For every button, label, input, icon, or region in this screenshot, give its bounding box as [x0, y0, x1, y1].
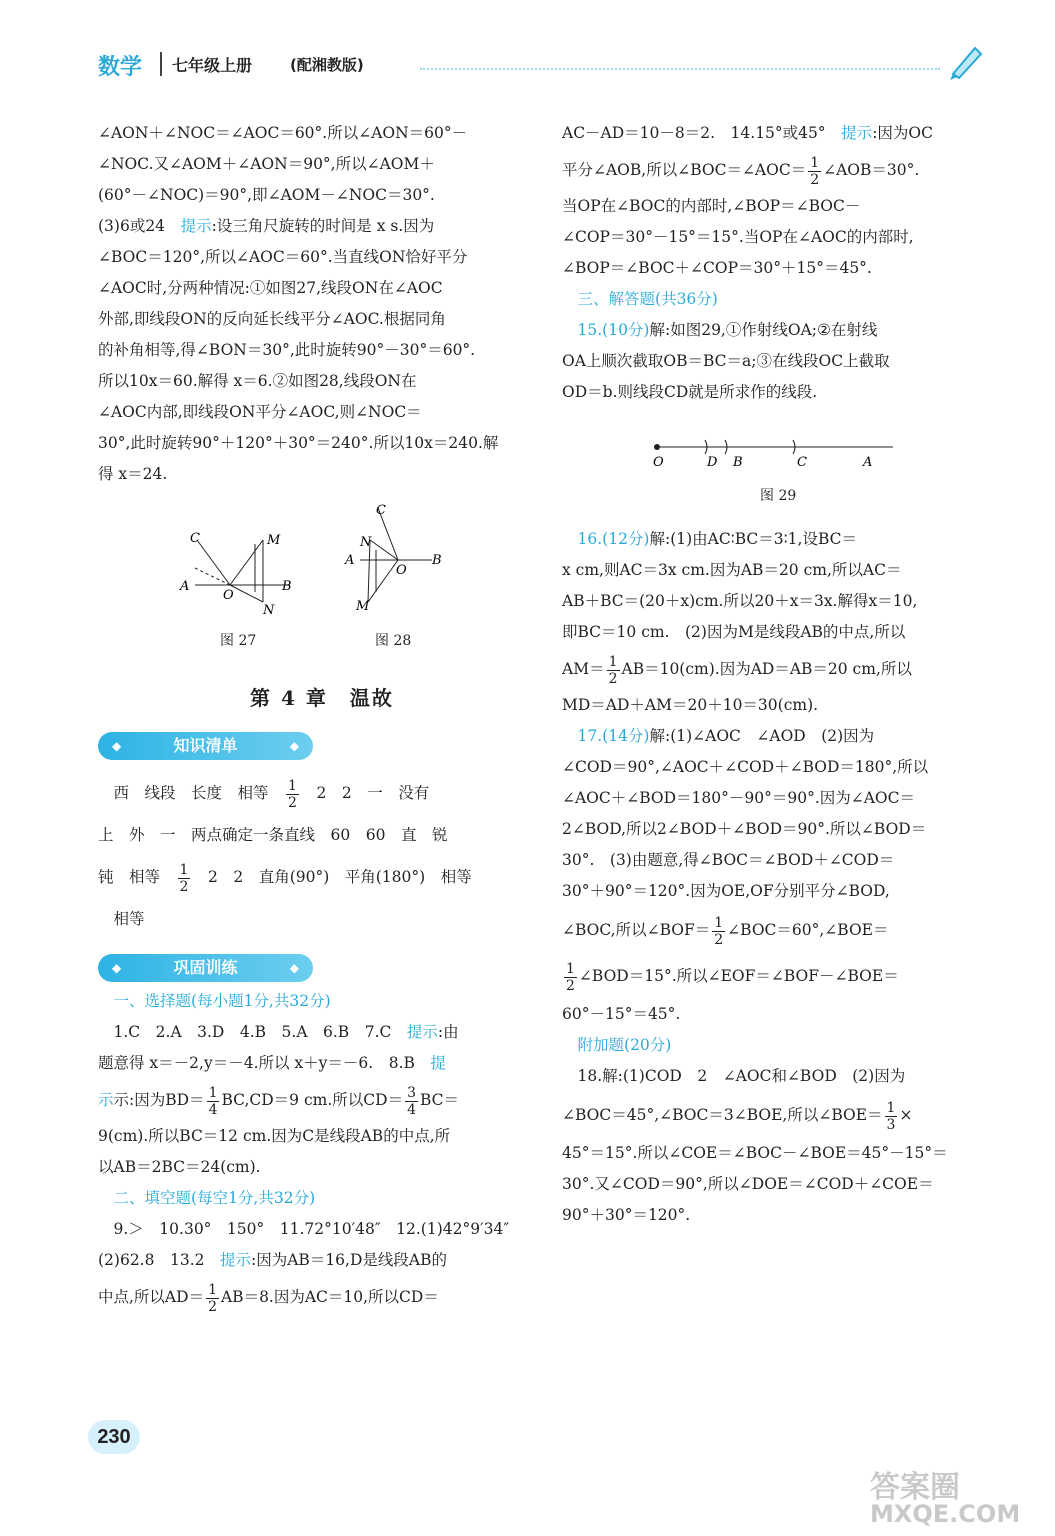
label-m: M — [356, 599, 370, 614]
fig27-caption: 图 27 — [220, 633, 257, 649]
practice-answers: 一、选择题(每小题1分,共32分) 1.C 2.A 3.D 4.B 5.A 6.B 7.C 提示:由 题意得 x＝－2,y＝－4.所以 x＋y＝－6. 8.B 提 示示:因为BD＝ $\frac{1}{4}$ BC,CD＝9 cm.所以CD＝ $\frac{3}{4}$ BC＝ 9(cm).所以BC＝12 cm.因为C是线段AB的中点,所 以AB＝2BC＝24(cm). 二、填空题(每空1分,共32分) 9.＞ 10.30° 150° 11.72°10′48″ 12.(1)42°9′34″ (2)62.8 13.2 提示:因为AB＝16,D是线段AB的 中点,所以AD＝ $\frac{1}{2}$ AB＝8.因为AC＝10,所以CD＝ — [98, 992, 510, 1315]
section-banner-practice: ◆ 巩固训练 ◆ — [98, 954, 313, 982]
header-dotted-rule — [420, 68, 940, 70]
label-o: O — [396, 563, 407, 578]
text-line: 的补角相等,得∠BON＝30°,此时旋转90°－30°＝60°. — [98, 341, 476, 359]
label-a: A — [863, 455, 873, 470]
label-n: N — [263, 603, 275, 617]
label-c: C — [190, 531, 200, 546]
label-o: O — [653, 455, 664, 470]
left-column — [98, 118, 523, 490]
fig29-caption: 图 29 — [760, 488, 797, 504]
text-line: 得 x＝24. — [98, 465, 168, 483]
label-c: C — [376, 503, 386, 518]
figure-29 — [645, 432, 905, 472]
figure-28 — [340, 500, 450, 618]
label-o: O — [223, 588, 234, 603]
label-n: N — [360, 535, 372, 550]
text-line: 所以10x＝60.解得 x＝6.②如图28,线段ON在 — [98, 372, 417, 390]
text-line: ∠NOC.又∠AOM＋∠AON＝90°,所以∠AOM＋ — [98, 155, 435, 173]
grade-label: 七年级上册 — [172, 56, 253, 75]
right-column: AC－AD＝10－8＝2. 14.15°或45° 提示:因为OC 平分∠AOB,所以∠BOC＝∠AOC＝ $\frac{1}{2}$ ∠AOB＝30°. 当OP在∠BOC的内部时,∠BOP＝∠BOC－ ∠COP＝30°－15°＝15°.当OP在∠AOC的内部时, ∠BOP＝∠BOC＋∠COP＝30°＋15°＝45°. 三、解答题(共36分) 15.(10分)解:如图29,①作射线OA;②在射线 OA上顺次截取OB＝BC＝a;③在线段OC上截取 OD＝b.则线段CD就是所求作的线段. — [562, 124, 933, 401]
label-d: D — [707, 455, 718, 470]
hint-label: 提示 — [180, 217, 212, 235]
text-line: ∠AON＋∠NOC＝∠AOC＝60°.所以∠AON＝60°－ — [98, 124, 468, 142]
label-a: A — [345, 553, 355, 568]
knowledge-list: 西 线段 长度 相等 $\frac{1}{2}$ 2 2 一 没有 上 外 一 两点确定一条直线 60 60 直 锐 钝 相等 $\frac{1}{2}$ 2 2 直角(90°) 平角(180°) 相等 相等 — [98, 777, 472, 928]
text-line: ∠AOC时,分两种情况:①如图27,线段ON在∠AOC — [98, 279, 443, 297]
edition-label: (配湘教版) — [290, 56, 364, 74]
label-a: A — [180, 579, 190, 594]
chapter-title: 第 4 章 温故 — [250, 686, 394, 710]
subject-title: 数学 — [98, 55, 143, 80]
q3-line: (3)6或24 提示:设三角尺旋转的时间是 x s.因为 — [98, 217, 435, 235]
pen-icon — [945, 40, 985, 80]
fraction: $\frac{1}{2}$ — [179, 861, 189, 895]
figure-27 — [175, 522, 305, 617]
watermark: 答案圈 MXQE.COM — [870, 1470, 1021, 1528]
text-line: ∠BOC＝120°,所以∠AOC＝60°.当直线ON恰好平分 — [98, 248, 468, 266]
label-c: C — [797, 455, 807, 470]
text-line: 30°,此时旋转90°＋120°＋30°＝240°.所以10x＝240.解 — [98, 434, 499, 452]
fraction: $\frac{1}{2}$ — [288, 777, 297, 811]
page-number: 230 — [88, 1420, 140, 1454]
right-column-lower: 16.(12分)解:(1)由AC∶BC＝3∶1,设BC＝ x cm,则AC＝3x cm.因为AB＝20 cm,所以AC＝ AB＋BC＝(20＋x)cm.所以20＋x＝3x.解得x＝10, 即BC＝10 cm. (2)因为M是线段AB的中点,所以 AM＝ $\frac{1}{2}$ AB＝10(cm).因为AD＝AB＝20 cm,所以 MD＝AD＋AM＝20＋10＝30(cm). 17.(14分)解:(1)∠AOC ∠AOD (2)因为 ∠COD＝90°,∠AOC＋∠COD＋∠BOD＝180°,所以 ∠AOC＋∠BOD＝180°－90°＝90°.因为∠AOC＝ 2∠BOD,所以2∠BOD＋∠BOD＝90°.所以∠BOD＝ 30°. (3)由题意,得∠BOC＝∠BOD＋∠COD＝ 30°＋90°＝120°.因为OE,OF分别平分∠BOD, ∠BOC,所以∠BOF＝ $\frac{1}{2}$ ∠BOC＝60°,∠BOE＝ $\frac{1}{2}$ ∠BOD＝15°.所以∠EOF＝∠BOF－∠BOE＝ 60°－15°＝45°. 附加题(20分) 18.解:(1)COD 2 ∠AOC和∠BOD (2)因为 ∠BOC＝45°,∠BOC＝3∠BOE,所以∠BOE＝ $\frac{1}{3}$ × 45°＝15°.所以∠COE＝∠BOC－∠BOE＝45°－15°＝ 30°.又∠COD＝90°,所以∠DOE＝∠COD＋∠COE＝ 90°＋30°＝120°. — [562, 530, 948, 1224]
fig28-caption: 图 28 — [375, 633, 412, 649]
label-b: B — [733, 455, 743, 470]
label-b: B — [432, 553, 442, 568]
label-m: M — [267, 533, 281, 548]
header-divider — [160, 52, 162, 76]
text-line: 外部,即线段ON的反向延长线平分∠AOC.根据同角 — [98, 310, 446, 328]
text-line: (60°－∠NOC)＝90°,即∠AOM－∠NOC＝30°. — [98, 186, 435, 204]
label-b: B — [282, 579, 292, 594]
section-banner-knowledge: ◆ 知识清单 ◆ — [98, 732, 313, 760]
text-line: ∠AOC内部,即线段ON平分∠AOC,则∠NOC＝ — [98, 403, 422, 421]
